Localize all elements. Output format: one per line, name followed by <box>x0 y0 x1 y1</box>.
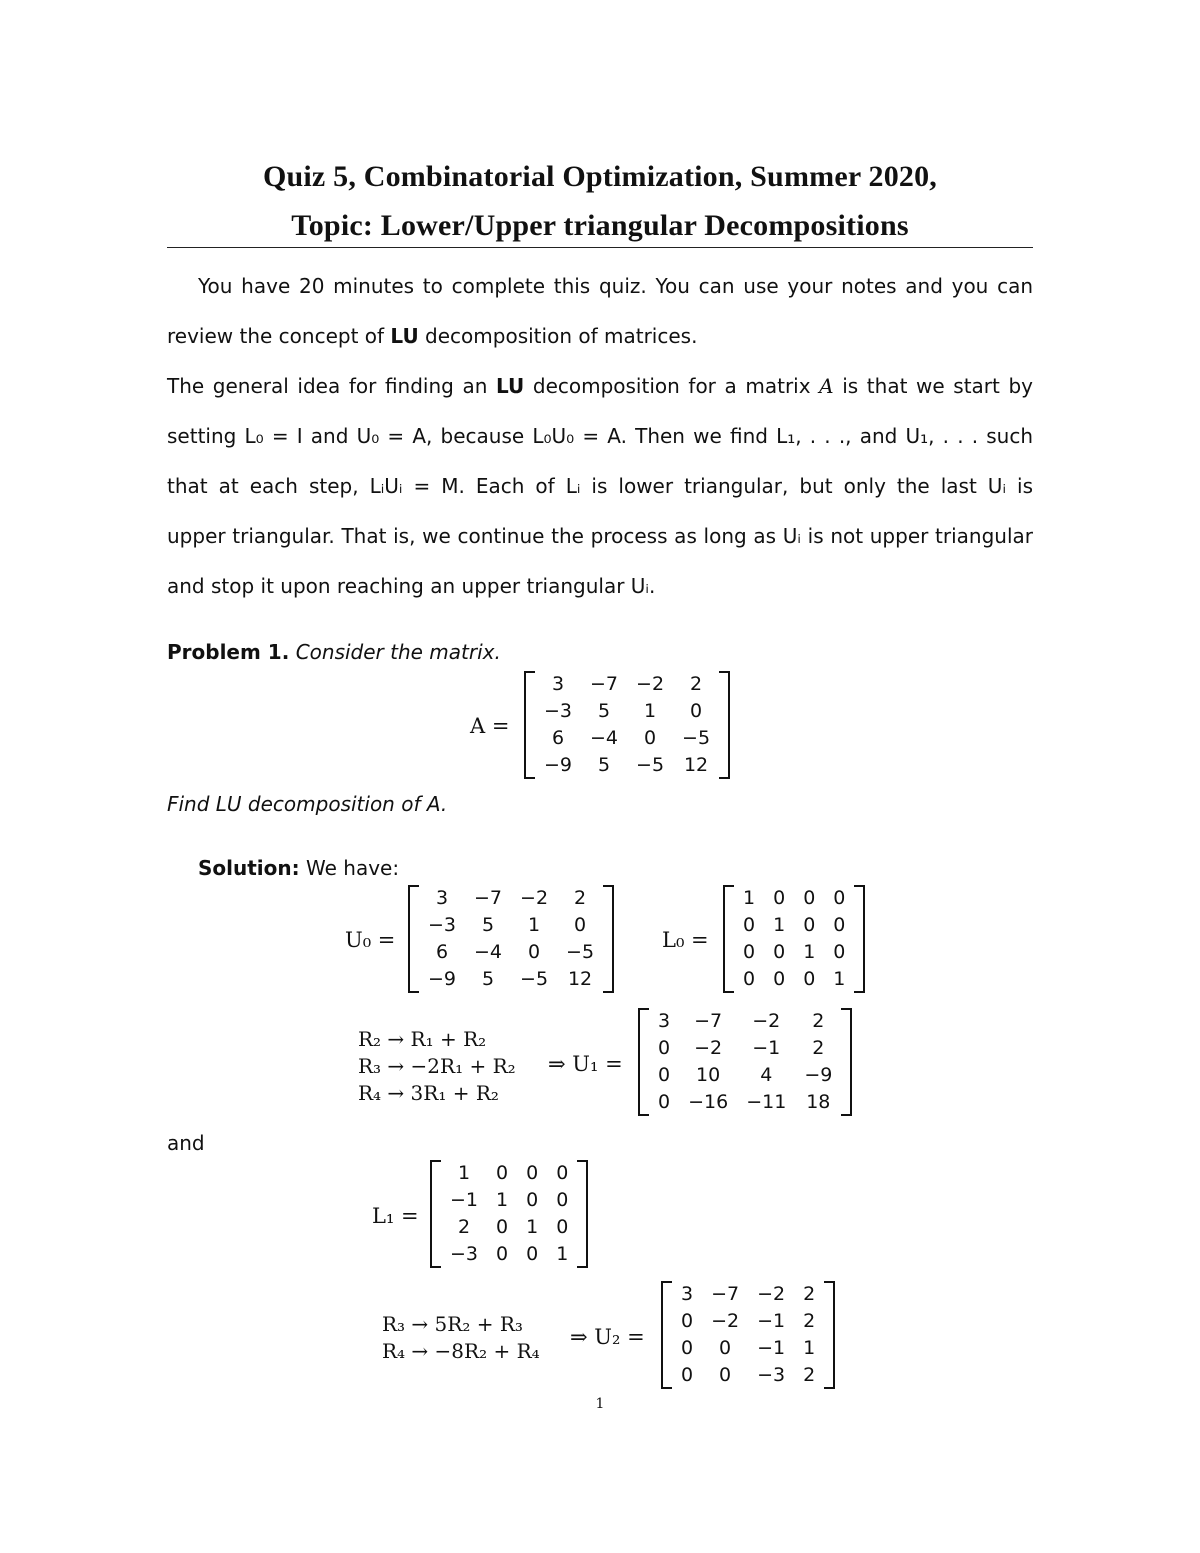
matrix-cell: 1 <box>457 1162 471 1184</box>
matrix-cell: 3 <box>658 1010 671 1032</box>
matrix-cell: 3 <box>681 1283 694 1305</box>
matrix-cell: 0 <box>743 941 756 963</box>
matrix-cell: 0 <box>556 1216 569 1238</box>
matrix-U2-label: ⇒ U₂ = <box>570 1325 645 1349</box>
matrix-cell: −3 <box>757 1364 786 1386</box>
matrix-cell: 6 <box>551 727 565 749</box>
matrix-cell: 4 <box>760 1064 773 1086</box>
matrix-cell: 12 <box>567 968 593 990</box>
matrix-cell: −7 <box>590 673 619 695</box>
general-line-1: The general idea for finding an LU decomposition for a matrix A is that we start by <box>167 374 1034 398</box>
matrix-cell: 2 <box>803 1364 816 1386</box>
matrix-cell: −1 <box>752 1037 781 1059</box>
matrix-L1 <box>430 1160 588 1268</box>
general-line-5: and stop it upon reaching an upper triangular Uᵢ. <box>167 574 656 598</box>
matrix-cell: 1 <box>496 1189 509 1211</box>
matrix-cell: 5 <box>481 968 495 990</box>
matrix-cell: 0 <box>496 1243 509 1265</box>
matrix-cell: 1 <box>527 914 541 936</box>
matrix-cell: −1 <box>757 1310 786 1332</box>
matrix-cell: −5 <box>636 754 665 776</box>
matrix-cell: 0 <box>526 1189 539 1211</box>
matrix-cell: 5 <box>481 914 495 936</box>
matrix-cell: −5 <box>566 941 595 963</box>
matrix-cell: 0 <box>690 700 703 722</box>
matrix-cell: −4 <box>474 941 503 963</box>
matrix-cell: 0 <box>719 1364 732 1386</box>
matrix-cell: 0 <box>658 1037 671 1059</box>
matrix-cell: 2 <box>803 1310 816 1332</box>
matrix-cell: −9 <box>544 754 573 776</box>
matrix-cell: 0 <box>803 968 816 990</box>
matrix-cell: 0 <box>681 1310 694 1332</box>
matrix-cell: 2 <box>812 1037 825 1059</box>
matrix-cell: 1 <box>803 1337 816 1359</box>
general-line-4: upper triangular. That is, we continue the process as long as Uᵢ is not upper triangular <box>167 524 1033 548</box>
matrix-cell: 0 <box>526 1243 539 1265</box>
matrix-cell: 0 <box>743 914 756 936</box>
matrix-cell: 0 <box>658 1091 671 1113</box>
matrix-cell: 0 <box>556 1162 569 1184</box>
matrix-cell: 5 <box>597 700 611 722</box>
matrix-cell: 5 <box>597 754 611 776</box>
matrix-cell: 3 <box>551 673 565 695</box>
matrix-U1-label: ⇒ U₁ = <box>548 1052 623 1076</box>
matrix-cell: 0 <box>496 1162 509 1184</box>
matrix-U0 <box>408 885 614 993</box>
matrix-cell: 1 <box>526 1216 539 1238</box>
matrix-cell: 0 <box>833 887 846 909</box>
matrix-cell: 0 <box>681 1337 694 1359</box>
matrix-L0-label: L₀ = <box>662 928 709 952</box>
matrix-cell: −11 <box>746 1091 787 1113</box>
and-text: and <box>167 1131 205 1155</box>
matrix-cell: 0 <box>833 941 846 963</box>
matrix-cell: −9 <box>804 1064 833 1086</box>
matrix-cell: −1 <box>450 1189 479 1211</box>
matrix-cell: 1 <box>833 968 846 990</box>
matrix-U0-label: U₀ = <box>345 928 396 952</box>
matrix-cell: −3 <box>428 914 457 936</box>
matrix-cell: −5 <box>520 968 549 990</box>
general-line-2: setting L₀ = I and U₀ = A, because L₀U₀ = A. Then we find L₁, . . ., and U₁, . . . such <box>167 424 1033 448</box>
intro-line-2: review the concept of LU decomposition of matrices. <box>167 324 698 348</box>
matrix-cell: 0 <box>773 887 786 909</box>
matrix-L0 <box>723 885 865 993</box>
matrix-cell: 0 <box>658 1064 671 1086</box>
general-line-3: that at each step, LᵢUᵢ = M. Each of Lᵢ is lower triangular, but only the last Uᵢ is <box>167 474 1033 498</box>
matrix-cell: 0 <box>526 1162 539 1184</box>
matrix-cell: 0 <box>681 1364 694 1386</box>
matrix-cell: −2 <box>752 1010 781 1032</box>
matrix-A <box>524 671 730 779</box>
matrix-cell: 0 <box>574 914 587 936</box>
matrix-U1 <box>638 1008 852 1116</box>
matrix-cell: 0 <box>643 727 657 749</box>
matrix-cell: 2 <box>574 887 587 909</box>
matrix-cell: 0 <box>743 968 756 990</box>
matrix-cell: 0 <box>833 914 846 936</box>
matrix-cell: 12 <box>683 754 709 776</box>
matrix-cell: −16 <box>688 1091 729 1113</box>
matrix-cell: 10 <box>696 1064 721 1086</box>
matrix-U2 <box>661 1281 835 1389</box>
matrix-cell: 6 <box>435 941 449 963</box>
title-line-2: Topic: Lower/Upper triangular Decompositions <box>291 209 909 242</box>
matrix-cell: −2 <box>711 1310 740 1332</box>
matrix-cell: −3 <box>450 1243 479 1265</box>
matrix-cell: 0 <box>719 1337 732 1359</box>
matrix-cell: −1 <box>757 1337 786 1359</box>
matrix-cell: 1 <box>556 1243 569 1265</box>
page-number: 1 <box>595 1396 605 1412</box>
matrix-cell: 0 <box>803 887 816 909</box>
matrix-L1-label: L₁ = <box>372 1204 419 1228</box>
row-ops-step-2: R₃ → 5R₂ + R₃ R₄ → −8R₂ + R₄ <box>382 1312 540 1363</box>
matrix-cell: 2 <box>690 673 703 695</box>
title-line-1: Quiz 5, Combinatorial Optimization, Summer 2020, <box>262 160 938 193</box>
matrix-cell: −2 <box>636 673 665 695</box>
matrix-cell: −7 <box>694 1010 723 1032</box>
matrix-cell: 0 <box>556 1189 569 1211</box>
solution-heading: Solution: We have: <box>198 856 400 880</box>
title-rule <box>167 247 1033 248</box>
matrix-cell: 1 <box>803 941 816 963</box>
matrix-cell: 2 <box>812 1010 825 1032</box>
matrix-cell: −2 <box>757 1283 786 1305</box>
matrix-cell: 1 <box>743 887 756 909</box>
matrix-cell: −3 <box>544 700 573 722</box>
matrix-cell: −9 <box>428 968 457 990</box>
matrix-cell: 1 <box>643 700 657 722</box>
matrix-cell: −5 <box>682 727 711 749</box>
problem-heading: Problem 1. Consider the matrix. <box>167 640 501 664</box>
matrix-cell: 1 <box>773 914 786 936</box>
matrix-cell: 2 <box>803 1283 816 1305</box>
matrix-cell: 2 <box>457 1216 471 1238</box>
matrix-cell: 18 <box>806 1091 831 1113</box>
matrix-cell: −7 <box>711 1283 740 1305</box>
matrix-cell: 0 <box>496 1216 509 1238</box>
matrix-cell: 0 <box>773 968 786 990</box>
matrix-cell: 3 <box>435 887 449 909</box>
matrix-cell: 0 <box>773 941 786 963</box>
problem-task: Find LU decomposition of A. <box>167 792 448 816</box>
matrix-A-label: A = <box>470 714 510 738</box>
intro-line-1: You have 20 minutes to complete this quiz. You can use your notes and you can <box>198 274 1033 298</box>
matrix-cell: −7 <box>474 887 503 909</box>
matrix-cell: −4 <box>590 727 619 749</box>
matrix-cell: 0 <box>803 914 816 936</box>
matrix-cell: −2 <box>694 1037 723 1059</box>
row-ops-step-1: R₂ → R₁ + R₂ R₃ → −2R₁ + R₂ R₄ → 3R₁ + R₂ <box>358 1027 516 1105</box>
matrix-cell: −2 <box>520 887 549 909</box>
matrix-cell: 0 <box>527 941 541 963</box>
